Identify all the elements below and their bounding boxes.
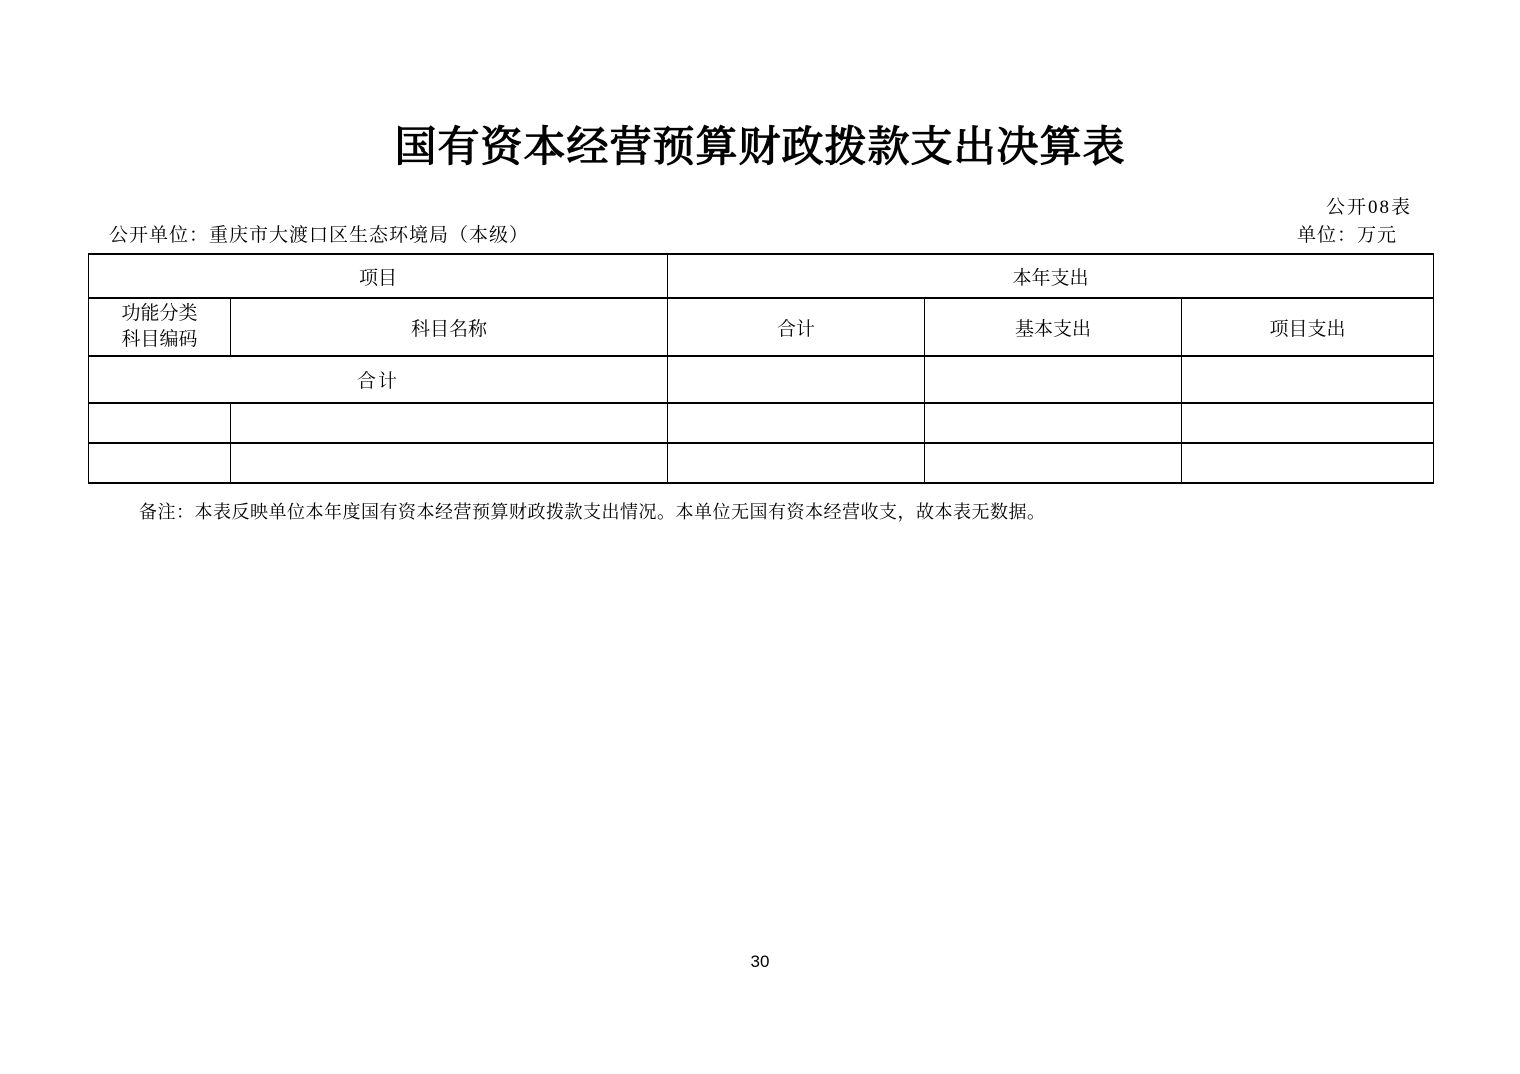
header-total: 合计 bbox=[668, 298, 925, 356]
publisher-label: 公开单位：重庆市大渡口区生态环境局（本级） bbox=[109, 225, 530, 246]
note-text: 备注：本表反映单位本年度国有资本经营预算财政拨款支出情况。本单位无国有资本经营收支，故本表无数据。 bbox=[139, 502, 1046, 522]
header-expenditure-group: 本年支出 bbox=[668, 254, 1434, 298]
header-functional-code bbox=[89, 298, 231, 356]
header-functional-code-line2: 科目编码 bbox=[121, 329, 198, 350]
form-number-label: 公开08表 bbox=[1325, 197, 1412, 218]
table-row-total bbox=[89, 356, 1434, 403]
row-total-cell bbox=[668, 443, 925, 483]
total-row-total-value bbox=[668, 356, 925, 403]
header-project-group: 项目 bbox=[89, 254, 668, 298]
header-basic-expenditure: 基本支出 bbox=[925, 298, 1182, 356]
row-basic-cell bbox=[925, 443, 1182, 483]
row-project-cell bbox=[1182, 443, 1434, 483]
total-row-basic-value bbox=[925, 356, 1182, 403]
page-title: 国有资本经营预算财政拨款支出决算表 bbox=[394, 123, 1126, 170]
page-number: 30 bbox=[750, 952, 770, 971]
total-row-label: 合计 bbox=[89, 356, 668, 403]
row-basic-cell bbox=[925, 403, 1182, 443]
unit-label: 单位：万元 bbox=[1296, 225, 1397, 246]
row-name-cell bbox=[231, 403, 668, 443]
table-header-row-columns bbox=[89, 298, 1434, 356]
table-row bbox=[89, 403, 1434, 443]
header-project-expenditure: 项目支出 bbox=[1182, 298, 1434, 356]
row-total-cell bbox=[668, 403, 925, 443]
row-code-cell bbox=[89, 403, 231, 443]
table-row bbox=[89, 443, 1434, 483]
meta-row bbox=[88, 220, 1397, 247]
header-functional-code-line1: 功能分类 bbox=[121, 303, 198, 325]
row-name-cell bbox=[231, 443, 668, 483]
table-header-row-groups bbox=[89, 254, 1434, 298]
total-row-project-value bbox=[1182, 356, 1434, 403]
row-code-cell bbox=[89, 443, 231, 483]
expenditure-table bbox=[88, 253, 1434, 484]
header-subject-name: 科目名称 bbox=[231, 298, 668, 356]
row-project-cell bbox=[1182, 403, 1434, 443]
